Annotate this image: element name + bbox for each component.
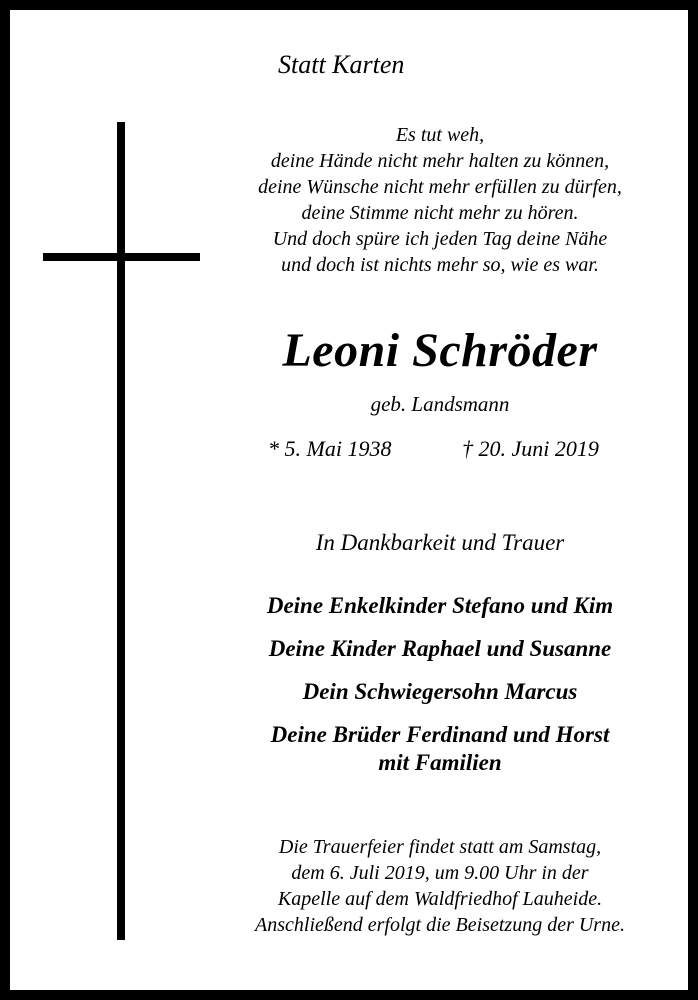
mourner-line: Dein Schwiegersohn Marcus [302, 679, 578, 704]
poem-line: deine Stimme nicht mehr zu hören. [301, 202, 579, 224]
cross-vertical-bar [117, 122, 125, 940]
mourner-line: Deine Kinder Raphael und Susanne [268, 636, 612, 661]
death-date: † 20. Juni 2019 [462, 436, 599, 461]
service-line: Die Trauerfeier findet statt am Samstag, [278, 836, 602, 858]
poem-line: und doch ist nichts mehr so, wie es war. [281, 254, 599, 276]
mourner-line: Deine Enkelkinder Stefano und Kim [266, 593, 614, 618]
funeral-service-info [190, 834, 690, 938]
poem-line: Es tut weh, [395, 124, 485, 146]
maiden-name: geb. Landsmann [370, 392, 510, 416]
poem-line: Und doch spüre ich jeden Tag deine Nähe [272, 228, 608, 250]
service-line: dem 6. Juli 2019, um 9.00 Uhr in der [291, 862, 589, 884]
poem-line: deine Wünsche nicht mehr erfüllen zu dürfen, [258, 176, 622, 198]
poem-line: deine Hände nicht mehr halten zu können, [270, 150, 610, 172]
service-line: Kapelle auf dem Waldfriedhof Lauheide. [277, 888, 603, 910]
mourning-phrase: In Dankbarkeit und Trauer [315, 530, 565, 555]
cross-horizontal-bar [43, 253, 200, 261]
poem [200, 122, 680, 278]
mourner-line: mit Familien [378, 750, 502, 775]
mourner-line: Deine Brüder Ferdinand und Horst [270, 722, 610, 747]
mourners-list [190, 592, 690, 777]
deceased-name: Leoni Schröder [282, 324, 598, 377]
service-line: Anschließend erfolgt die Beisetzung der Urne. [255, 914, 625, 936]
statt-karten-heading: Statt Karten [278, 50, 405, 79]
birth-date: * 5. Mai 1938 [268, 436, 392, 461]
